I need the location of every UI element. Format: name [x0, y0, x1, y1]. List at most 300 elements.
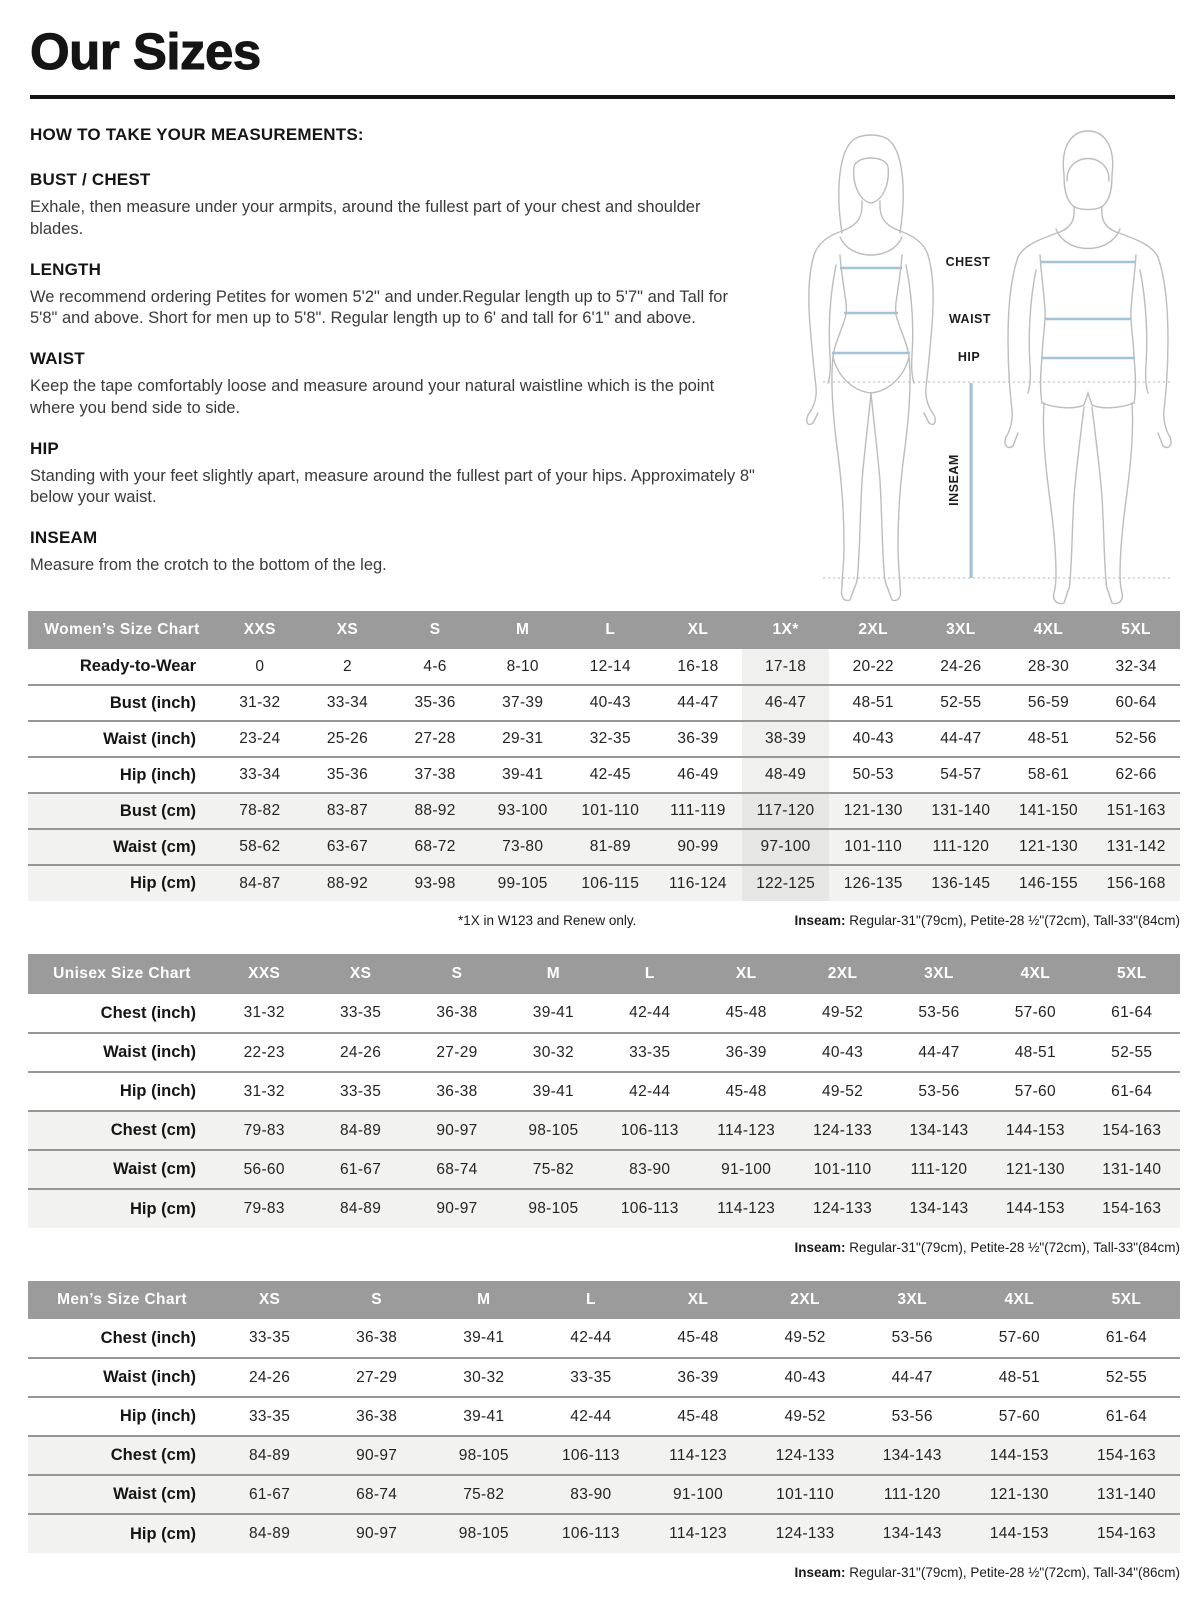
inseam-label: INSEAM	[947, 454, 961, 506]
size-cell: 156-168	[1092, 865, 1180, 901]
size-cell: 39-41	[505, 994, 601, 1033]
size-cell: 42-45	[567, 757, 655, 793]
mens-inseam-footnote: Inseam: Regular-31"(79cm), Petite-28 ½"(72cm), Tall-34"(86cm)	[794, 1565, 1180, 1580]
size-cell: 79-83	[216, 1111, 312, 1150]
size-cell: 52-55	[1073, 1358, 1180, 1397]
size-cell: 117-120	[742, 793, 830, 829]
size-cell: 90-97	[323, 1514, 430, 1553]
column-header: XXS	[216, 954, 312, 994]
size-cell: 124-133	[752, 1436, 859, 1475]
size-cell: 84-87	[216, 865, 304, 901]
size-cell: 33-35	[216, 1319, 323, 1358]
table-row	[28, 757, 1180, 793]
size-cell: 33-35	[312, 1072, 408, 1111]
size-cell: 56-60	[216, 1150, 312, 1189]
column-header: 3XL	[917, 611, 1005, 649]
title-divider	[30, 95, 1175, 99]
size-cell: 48-51	[1005, 721, 1093, 757]
size-cell: 33-35	[537, 1358, 644, 1397]
size-cell: 93-100	[479, 793, 567, 829]
size-cell: 27-29	[409, 1033, 505, 1072]
size-cell: 97-100	[742, 829, 830, 865]
column-header: 2XL	[829, 611, 917, 649]
size-cell: 33-34	[216, 757, 304, 793]
row-label: Waist (cm)	[28, 1150, 216, 1189]
waist-label: WAIST	[948, 312, 992, 326]
row-label: Hip (inch)	[28, 1072, 216, 1111]
size-cell: 144-153	[987, 1111, 1083, 1150]
size-cell: 39-41	[430, 1397, 537, 1436]
size-cell: 84-89	[216, 1514, 323, 1553]
column-header: M	[430, 1281, 537, 1319]
size-cell: 38-39	[742, 721, 830, 757]
measurement-diagram	[778, 125, 1182, 609]
size-cell: 35-36	[304, 757, 392, 793]
column-header: 4XL	[987, 954, 1083, 994]
table-row	[28, 994, 1180, 1033]
size-cell: 63-67	[304, 829, 392, 865]
unisex-chart-footnotes	[28, 1240, 1180, 1255]
column-header: 4XL	[966, 1281, 1073, 1319]
row-label: Chest (cm)	[28, 1436, 216, 1475]
size-cell: 60-64	[1092, 685, 1180, 721]
size-cell: 121-130	[987, 1150, 1083, 1189]
size-cell: 30-32	[505, 1033, 601, 1072]
section-length	[30, 260, 755, 331]
table-row	[28, 1189, 1180, 1228]
size-cell: 8-10	[479, 649, 567, 685]
column-header: 1X*	[742, 611, 830, 649]
row-label: Waist (inch)	[28, 1358, 216, 1397]
size-cell: 84-89	[216, 1436, 323, 1475]
size-cell: 114-123	[644, 1436, 751, 1475]
size-cell: 61-64	[1073, 1397, 1180, 1436]
column-header: XL	[698, 954, 794, 994]
size-cell: 83-87	[304, 793, 392, 829]
column-header: 5XL	[1084, 954, 1180, 994]
size-cell: 44-47	[917, 721, 1005, 757]
size-cell: 46-47	[742, 685, 830, 721]
table-header-row	[28, 611, 1180, 649]
row-label: Chest (inch)	[28, 994, 216, 1033]
size-cell: 31-32	[216, 994, 312, 1033]
size-cell: 68-74	[409, 1150, 505, 1189]
size-cell: 31-32	[216, 1072, 312, 1111]
size-cell: 111-120	[917, 829, 1005, 865]
size-cell: 106-115	[567, 865, 655, 901]
size-cell: 32-34	[1092, 649, 1180, 685]
size-cell: 101-110	[567, 793, 655, 829]
size-cell: 45-48	[698, 994, 794, 1033]
size-cell: 44-47	[859, 1358, 966, 1397]
section-inseam	[30, 528, 755, 577]
size-cell: 151-163	[1092, 793, 1180, 829]
row-label: Waist (cm)	[28, 829, 216, 865]
section-waist	[30, 349, 755, 420]
column-header: XS	[304, 611, 392, 649]
section-title: BUST / CHEST	[30, 170, 151, 189]
row-label: Waist (inch)	[28, 1033, 216, 1072]
size-cell: 83-90	[602, 1150, 698, 1189]
size-cell: 53-56	[891, 994, 987, 1033]
size-cell: 33-35	[216, 1397, 323, 1436]
column-header: 5XL	[1092, 611, 1180, 649]
table-row	[28, 1397, 1180, 1436]
size-cell: 17-18	[742, 649, 830, 685]
size-cell: 2	[304, 649, 392, 685]
table-header-row	[28, 1281, 1180, 1319]
size-cell: 124-133	[794, 1111, 890, 1150]
table-row	[28, 1514, 1180, 1553]
womens-chart-footnotes	[28, 913, 1180, 928]
size-cell: 40-43	[752, 1358, 859, 1397]
size-cell: 52-56	[1092, 721, 1180, 757]
table-row	[28, 1033, 1180, 1072]
row-label: Hip (cm)	[28, 865, 216, 901]
row-label: Waist (inch)	[28, 721, 216, 757]
size-cell: 37-39	[479, 685, 567, 721]
size-cell: 114-123	[644, 1514, 751, 1553]
size-cell: 88-92	[391, 793, 479, 829]
section-title: WAIST	[30, 349, 85, 369]
column-header: L	[602, 954, 698, 994]
column-header: 3XL	[859, 1281, 966, 1319]
size-cell: 53-56	[859, 1397, 966, 1436]
size-cell: 24-26	[917, 649, 1005, 685]
section-body: Keep the tape comfortably loose and measure around your natural waistline which is the point where you bend side to side.	[30, 377, 715, 417]
size-cell: 111-120	[859, 1475, 966, 1514]
size-cell: 121-130	[966, 1475, 1073, 1514]
womens-inseam-footnote: Inseam: Regular-31"(79cm), Petite-28 ½"(72cm), Tall-33"(84cm)	[794, 913, 1180, 928]
column-header: 3XL	[891, 954, 987, 994]
size-cell: 42-44	[602, 1072, 698, 1111]
size-cell: 27-28	[391, 721, 479, 757]
size-cell: 98-105	[505, 1189, 601, 1228]
size-cell: 121-130	[1005, 829, 1093, 865]
size-cell: 111-120	[891, 1150, 987, 1189]
table-title: Women’s Size Chart	[28, 611, 216, 649]
size-cell: 90-99	[654, 829, 742, 865]
size-cell: 20-22	[829, 649, 917, 685]
table-row	[28, 685, 1180, 721]
size-cell: 37-38	[391, 757, 479, 793]
size-cell: 56-59	[1005, 685, 1093, 721]
size-cell: 58-61	[1005, 757, 1093, 793]
size-cell: 36-38	[323, 1397, 430, 1436]
size-cell: 131-140	[1084, 1150, 1180, 1189]
row-label: Hip (inch)	[28, 757, 216, 793]
size-cell: 40-43	[794, 1033, 890, 1072]
section-title: HIP	[30, 438, 59, 458]
row-label: Waist (cm)	[28, 1475, 216, 1514]
size-cell: 53-56	[891, 1072, 987, 1111]
size-cell: 146-155	[1005, 865, 1093, 901]
size-cell: 40-43	[567, 685, 655, 721]
table-row	[28, 793, 1180, 829]
table-title: Men’s Size Chart	[28, 1281, 216, 1319]
section-body: Exhale, then measure under your armpits, around the fullest part of your chest and shoulder blades.	[30, 198, 701, 238]
size-cell: 24-26	[216, 1358, 323, 1397]
size-cell: 4-6	[391, 649, 479, 685]
chest-label: CHEST	[945, 255, 991, 269]
size-cell: 114-123	[698, 1111, 794, 1150]
size-cell: 36-38	[409, 994, 505, 1033]
size-cell: 75-82	[505, 1150, 601, 1189]
table-row	[28, 829, 1180, 865]
row-label: Hip (cm)	[28, 1189, 216, 1228]
size-cell: 91-100	[698, 1150, 794, 1189]
size-cell: 144-153	[966, 1436, 1073, 1475]
size-cell: 134-143	[859, 1514, 966, 1553]
size-cell: 98-105	[430, 1436, 537, 1475]
size-cell: 144-153	[987, 1189, 1083, 1228]
column-header: XXS	[216, 611, 304, 649]
size-cell: 58-62	[216, 829, 304, 865]
size-cell: 52-55	[917, 685, 1005, 721]
column-header: XS	[312, 954, 408, 994]
size-cell: 84-89	[312, 1111, 408, 1150]
size-cell: 42-44	[537, 1319, 644, 1358]
column-header: 5XL	[1073, 1281, 1180, 1319]
section-hip	[30, 439, 755, 510]
column-header: M	[479, 611, 567, 649]
size-cell: 101-110	[829, 829, 917, 865]
size-cell: 29-31	[479, 721, 567, 757]
size-cell: 39-41	[479, 757, 567, 793]
size-cell: 121-130	[829, 793, 917, 829]
size-cell: 25-26	[304, 721, 392, 757]
size-cell: 49-52	[794, 994, 890, 1033]
size-cell: 32-35	[567, 721, 655, 757]
section-body: We recommend ordering Petites for women 5'2" and under.Regular length up to 5'7" and Tall for 5'8" and above. Short for men up to 5'8". Regular length up to 6' and tall for 6'1" and above.	[30, 287, 728, 328]
size-cell: 48-51	[966, 1358, 1073, 1397]
mens-chart-footnotes	[28, 1565, 1180, 1580]
size-cell: 31-32	[216, 685, 304, 721]
size-cell: 44-47	[891, 1033, 987, 1072]
size-cell: 114-123	[698, 1189, 794, 1228]
column-header: 2XL	[752, 1281, 859, 1319]
size-cell: 57-60	[966, 1319, 1073, 1358]
size-cell: 61-67	[216, 1475, 323, 1514]
size-cell: 49-52	[752, 1319, 859, 1358]
size-cell: 90-97	[409, 1189, 505, 1228]
size-cell: 61-64	[1073, 1319, 1180, 1358]
size-cell: 22-23	[216, 1033, 312, 1072]
size-cell: 28-30	[1005, 649, 1093, 685]
size-cell: 106-113	[602, 1111, 698, 1150]
size-cell: 33-35	[312, 994, 408, 1033]
size-cell: 61-64	[1084, 994, 1180, 1033]
column-header: XL	[644, 1281, 751, 1319]
row-label: Hip (inch)	[28, 1397, 216, 1436]
size-cell: 98-105	[505, 1111, 601, 1150]
size-cell: 98-105	[430, 1514, 537, 1553]
row-label: Chest (inch)	[28, 1319, 216, 1358]
section-title: LENGTH	[30, 259, 102, 279]
size-cell: 39-41	[430, 1319, 537, 1358]
unisex-size-chart-table	[28, 954, 1180, 1228]
size-cell: 61-67	[312, 1150, 408, 1189]
size-cell: 39-41	[505, 1072, 601, 1111]
column-header: 4XL	[1005, 611, 1093, 649]
size-cell: 27-29	[323, 1358, 430, 1397]
size-cell: 33-34	[304, 685, 392, 721]
size-cell: 36-38	[323, 1319, 430, 1358]
table-row	[28, 1358, 1180, 1397]
size-cell: 116-124	[654, 865, 742, 901]
size-cell: 154-163	[1084, 1189, 1180, 1228]
table-row	[28, 1475, 1180, 1514]
size-cell: 16-18	[654, 649, 742, 685]
size-cell: 0	[216, 649, 304, 685]
size-cell: 136-145	[917, 865, 1005, 901]
section-title: INSEAM	[30, 528, 98, 548]
size-cell: 84-89	[312, 1189, 408, 1228]
table-row	[28, 721, 1180, 757]
size-cell: 106-113	[537, 1514, 644, 1553]
size-cell: 36-39	[654, 721, 742, 757]
section-body: Standing with your feet slightly apart, measure around the fullest part of your hips. Approximately 8" below your waist.	[30, 466, 755, 507]
size-cell: 101-110	[794, 1150, 890, 1189]
size-cell: 45-48	[698, 1072, 794, 1111]
size-cell: 35-36	[391, 685, 479, 721]
one-x-footnote: *1X in W123 and Renew only.	[458, 913, 637, 928]
size-cell: 57-60	[987, 994, 1083, 1033]
column-header: S	[391, 611, 479, 649]
measurement-instructions	[30, 125, 755, 577]
row-label: Bust (inch)	[28, 685, 216, 721]
size-cell: 33-35	[602, 1033, 698, 1072]
size-cell: 36-39	[644, 1358, 751, 1397]
column-header: L	[567, 611, 655, 649]
size-cell: 48-49	[742, 757, 830, 793]
man-figure	[1005, 131, 1171, 604]
size-cell: 144-153	[966, 1514, 1073, 1553]
size-cell: 81-89	[567, 829, 655, 865]
table-row	[28, 1111, 1180, 1150]
column-header: XS	[216, 1281, 323, 1319]
column-header: S	[323, 1281, 430, 1319]
size-cell: 36-39	[698, 1033, 794, 1072]
size-cell: 36-38	[409, 1072, 505, 1111]
size-cell: 46-49	[654, 757, 742, 793]
size-cell: 134-143	[891, 1189, 987, 1228]
table-row	[28, 649, 1180, 685]
table-row	[28, 1072, 1180, 1111]
size-cell: 49-52	[752, 1397, 859, 1436]
size-cell: 122-125	[742, 865, 830, 901]
hip-label: HIP	[957, 350, 981, 364]
size-cell: 57-60	[987, 1072, 1083, 1111]
size-cell: 88-92	[304, 865, 392, 901]
size-cell: 68-72	[391, 829, 479, 865]
size-cell: 99-105	[479, 865, 567, 901]
size-cell: 134-143	[859, 1436, 966, 1475]
size-cell: 62-66	[1092, 757, 1180, 793]
instructions-heading: HOW TO TAKE YOUR MEASUREMENTS:	[30, 125, 364, 144]
size-cell: 111-119	[654, 793, 742, 829]
section-bust-chest	[30, 170, 755, 241]
measurement-guide-section	[0, 125, 1200, 611]
row-label: Chest (cm)	[28, 1111, 216, 1150]
woman-figure	[807, 135, 935, 600]
size-cell: 154-163	[1084, 1111, 1180, 1150]
size-cell: 54-57	[917, 757, 1005, 793]
column-header: M	[505, 954, 601, 994]
size-cell: 78-82	[216, 793, 304, 829]
size-cell: 79-83	[216, 1189, 312, 1228]
page-title: Our Sizes	[30, 23, 261, 80]
size-cell: 50-53	[829, 757, 917, 793]
size-cell: 83-90	[537, 1475, 644, 1514]
size-cell: 52-55	[1084, 1033, 1180, 1072]
size-cell: 106-113	[602, 1189, 698, 1228]
column-header: S	[409, 954, 505, 994]
table-header-row	[28, 954, 1180, 994]
size-cell: 24-26	[312, 1033, 408, 1072]
size-cell: 12-14	[567, 649, 655, 685]
size-cell: 126-135	[829, 865, 917, 901]
size-cell: 44-47	[654, 685, 742, 721]
size-cell: 124-133	[752, 1514, 859, 1553]
size-cell: 134-143	[891, 1111, 987, 1150]
table-row	[28, 1150, 1180, 1189]
size-cell: 124-133	[794, 1189, 890, 1228]
size-cell: 42-44	[537, 1397, 644, 1436]
size-cell: 106-113	[537, 1436, 644, 1475]
table-row	[28, 1319, 1180, 1358]
size-cell: 90-97	[409, 1111, 505, 1150]
size-cell: 48-51	[829, 685, 917, 721]
size-cell: 131-140	[1073, 1475, 1180, 1514]
column-header: XL	[654, 611, 742, 649]
size-cell: 141-150	[1005, 793, 1093, 829]
size-cell: 75-82	[430, 1475, 537, 1514]
size-cell: 101-110	[752, 1475, 859, 1514]
size-cell: 154-163	[1073, 1436, 1180, 1475]
size-cell: 45-48	[644, 1397, 751, 1436]
size-cell: 45-48	[644, 1319, 751, 1358]
section-body: Measure from the crotch to the bottom of the leg.	[30, 556, 387, 575]
size-cell: 68-74	[323, 1475, 430, 1514]
size-cell: 90-97	[323, 1436, 430, 1475]
row-label: Bust (cm)	[28, 793, 216, 829]
table-row	[28, 865, 1180, 901]
size-cell: 53-56	[859, 1319, 966, 1358]
size-cell: 40-43	[829, 721, 917, 757]
column-header: L	[537, 1281, 644, 1319]
size-cell: 61-64	[1084, 1072, 1180, 1111]
size-cell: 73-80	[479, 829, 567, 865]
size-cell: 91-100	[644, 1475, 751, 1514]
row-label: Ready-to-Wear	[28, 649, 216, 685]
row-label: Hip (cm)	[28, 1514, 216, 1553]
size-cell: 48-51	[987, 1033, 1083, 1072]
table-row	[28, 1436, 1180, 1475]
column-header: 2XL	[794, 954, 890, 994]
size-cell: 93-98	[391, 865, 479, 901]
table-title: Unisex Size Chart	[28, 954, 216, 994]
size-cell: 57-60	[966, 1397, 1073, 1436]
inseam-measure-bar	[970, 383, 973, 578]
size-cell: 49-52	[794, 1072, 890, 1111]
womens-size-chart-table	[28, 611, 1180, 901]
body-figures-illustration	[778, 125, 1182, 609]
size-cell: 23-24	[216, 721, 304, 757]
size-cell: 42-44	[602, 994, 698, 1033]
size-cell: 30-32	[430, 1358, 537, 1397]
size-cell: 131-140	[917, 793, 1005, 829]
